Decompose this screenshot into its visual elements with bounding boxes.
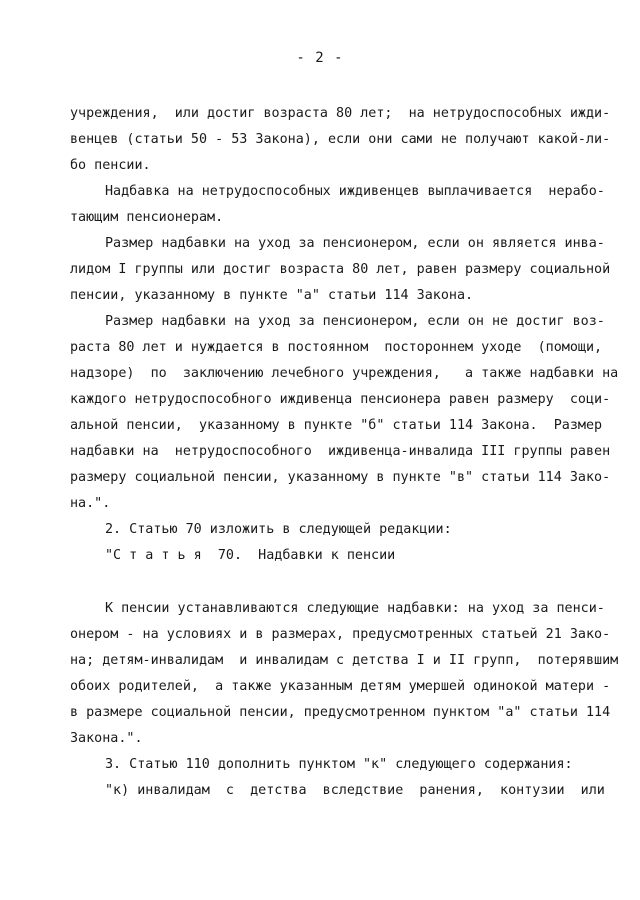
text-line: на.". [70,496,111,511]
text-line: К пенсии устанавливаются следующие надбавки: на уход за пенси- [105,601,605,616]
text-line: в размере социальной пенсии, предусмотренном пунктом "а" статьи 114 [70,705,611,720]
text-line: надбавки на нетрудоспособного иждивенца-инвалида III группы равен [70,444,611,459]
text-line: размеру социальной пенсии, указанному в пункте "в" статьи 114 Зако- [70,470,611,485]
text-line: каждого нетрудоспособного иждивенца пенсионера равен размеру соци- [70,392,611,407]
article-heading: "С т а т ь я 70. Надбавки к пенсии [105,548,396,563]
text-line: альной пенсии, указанному в пункте "б" статьи 114 Закона. Размер [70,418,603,433]
text-line: бо пенсии. [70,158,151,173]
text-line: лидом I группы или достиг возраста 80 лет, равен размеру социальной [70,262,611,277]
text-line: Надбавка на нетрудоспособных иждивенцев выплачивается нерабо- [105,184,605,199]
text-line: 3. Статью 110 дополнить пунктом "к" следующего содержания: [105,757,573,772]
text-line: Размер надбавки на уход за пенсионером, если он является инва- [105,236,605,251]
text-line: Закона.". [70,731,143,746]
page-number: - 2 - [296,50,344,66]
text-line: на; детям-инвалидам и инвалидам с детства I и II групп, потерявшим [70,653,619,668]
text-line: обоих родителей, а также указанным детям умершей одинокой матери - [70,679,611,694]
text-line: онером - на условиях и в размерах, предусмотренных статьей 21 Зако- [70,627,611,642]
text-line: Размер надбавки на уход за пенсионером, если он не достиг воз- [105,314,605,329]
text-line: венцев (статьи 50 - 53 Закона), если они сами не получают какой-ли- [70,132,611,147]
text-line: учреждения, или достиг возраста 80 лет; на нетрудоспособных ижди- [70,106,611,121]
text-line: тающим пенсионерам. [70,210,224,225]
text-line: пенсии, указанному в пункте "а" статьи 114 Закона. [70,288,474,303]
text-line: надзоре) по заключению лечебного учреждения, а также надбавки на [70,366,619,381]
text-line: "к) инвалидам с детства вследствие ранения, контузии или [105,783,605,798]
text-line: раста 80 лет и нуждается в постоянном постороннем уходе (помощи, [70,340,603,355]
text-line: 2. Статью 70 изложить в следующей редакции: [105,522,452,537]
